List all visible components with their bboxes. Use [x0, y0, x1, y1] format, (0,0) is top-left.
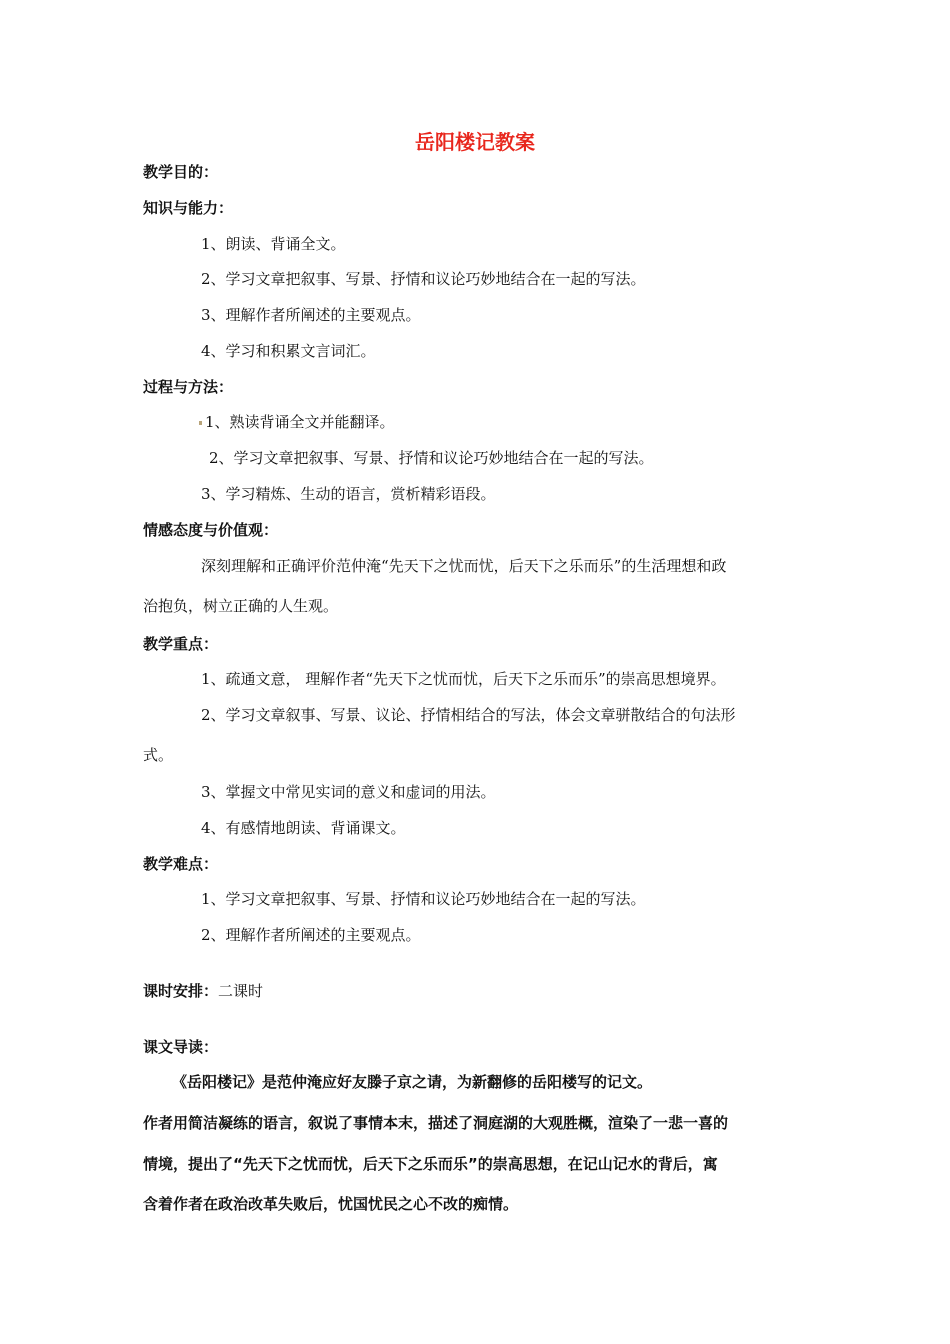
- schedule-value: 二课时: [218, 982, 264, 1000]
- schedule-row: [143, 981, 263, 1001]
- key-item: 式。: [143, 746, 174, 764]
- knowledge-item: 3、理解作者所阐述的主要观点。: [201, 306, 421, 324]
- difficulty-item: 2、理解作者所阐述的主要观点。: [201, 926, 421, 944]
- key-item: 1、疏通文意， 理解作者“先天下之忧而忧，后天下之乐而乐”的崇高思想境界。: [201, 670, 726, 688]
- process-heading: 过程与方法：: [143, 378, 234, 396]
- difficulty-heading: 教学难点：: [143, 855, 219, 873]
- guide-line: 《岳阳楼记》是范仲淹应好友滕子京之请，为新翻修的岳阳楼写的记文。: [172, 1073, 653, 1091]
- key-item: 3、掌握文中常见实词的意义和虚词的用法。: [201, 783, 496, 801]
- schedule-label: 课时安排：: [143, 982, 219, 1000]
- process-item: 3、学习精炼、生动的语言，赏析精彩语段。: [201, 485, 496, 503]
- knowledge-item: 2、学习文章把叙事、写景、抒情和议论巧妙地结合在一起的写法。: [201, 270, 646, 288]
- guide-line: 情境，提出了“先天下之忧而忧，后天下之乐而乐”的崇高思想，在记山记水的背后，寓: [143, 1155, 718, 1173]
- process-item: 1、熟读背诵全文并能翻译。: [205, 413, 395, 431]
- document-title: 岳阳楼记教案: [415, 130, 535, 154]
- stray-mark: [199, 421, 202, 425]
- knowledge-item: 1、朗读、背诵全文。: [201, 235, 346, 253]
- guide-heading: 课文导读：: [143, 1038, 219, 1056]
- emotion-heading: 情感态度与价值观：: [143, 521, 279, 539]
- emotion-line: 治抱负，树立正确的人生观。: [143, 597, 339, 615]
- guide-line: 含着作者在政治改革失败后，忧国忧民之心不改的痴情。: [143, 1195, 519, 1213]
- knowledge-item: 4、学习和积累文言词汇。: [201, 342, 376, 360]
- key-item: 4、有感情地朗读、背诵课文。: [201, 819, 406, 837]
- emotion-line: 深刻理解和正确评价范仲淹“先天下之忧而忧，后天下之乐而乐”的生活理想和政: [201, 557, 727, 575]
- knowledge-heading: 知识与能力：: [143, 199, 234, 217]
- difficulty-item: 1、学习文章把叙事、写景、抒情和议论巧妙地结合在一起的写法。: [201, 890, 646, 908]
- key-heading: 教学重点：: [143, 635, 219, 653]
- key-item: 2、学习文章叙事、写景、议论、抒情相结合的写法，体会文章骈散结合的句法形: [201, 706, 736, 724]
- process-item: 2、学习文章把叙事、写景、抒情和议论巧妙地结合在一起的写法。: [209, 449, 654, 467]
- objectives-heading: 教学目的：: [143, 163, 219, 181]
- guide-line: 作者用简洁凝练的语言，叙说了事情本末，描述了洞庭湖的大观胜概，渲染了一悲一喜的: [143, 1114, 729, 1132]
